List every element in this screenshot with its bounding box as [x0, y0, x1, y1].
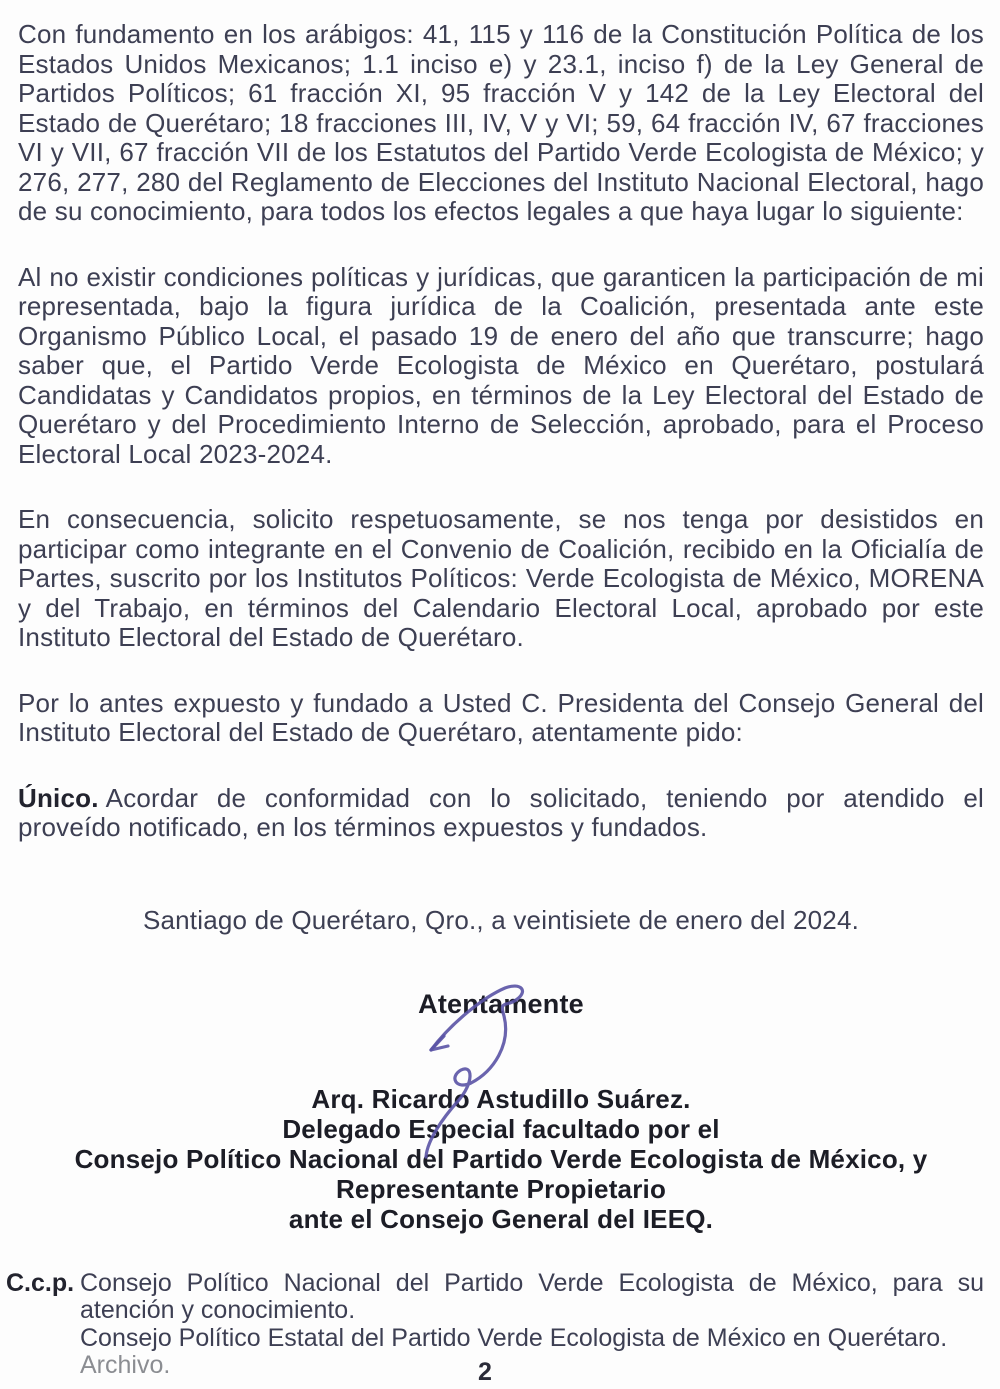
ccp-entry: Consejo Político Estatal del Partido Verde Ecologista de México en Querétaro. — [80, 1323, 948, 1352]
signatory-title-line-2: Consejo Político Nacional del Partido Verde Ecologista de México, y — [74, 1143, 928, 1174]
signatory-title-line-3: Representante Propietario — [335, 1173, 667, 1204]
ccp-entry: Consejo Político Nacional del Partido Verde Ecologista de México, para su atención y conocimiento. — [80, 1268, 984, 1324]
closing-atentamente: Atentamente — [418, 988, 584, 1019]
unico-text: Acordar de conformidad con lo solicitado, teniendo por atendido el proveído notificado, en los términos expuestos y fundados. — [18, 782, 984, 842]
paragraph-coalition-withdrawal-request: En consecuencia, solicito respetuosamente, se nos tenga por desistidos en participar como integrante en el Convenio de Coalición, recibido en la Oficialía de Partes, suscrito por los Institutos Políticos: Verde Ecologista de México, MORENA y del Trabajo, en términos del Calendario Electoral Local, aprobado por este Instituto Electoral del Estado de Querétaro. — [18, 504, 984, 652]
ccp-entry-archivo: Archivo. — [80, 1351, 171, 1379]
paragraph-unico — [18, 784, 984, 843]
unico-label: Único. — [18, 782, 99, 813]
signatory-title-line-1: Delegado Especial facultado por el — [282, 1113, 720, 1144]
signature-block — [18, 1084, 984, 1234]
paragraph-petition-intro: Por lo antes expuesto y fundado a Usted C. Presidenta del Consejo General del Instituto Electoral del Estado de Querétaro, atentamente pido: — [18, 687, 984, 747]
ccp-label: C.c.p. — [6, 1268, 75, 1297]
paragraph-legal-basis: Con fundamento en los arábigos: 41, 115 y 116 de la Constitución Política de los Estados Unidos Mexicanos; 1.1 inciso e) y 23.1, inciso f) de la Ley General de Partidos Políticos; 61 fracción XI, 95 fracción V y 142 de la Ley Electoral del Estado de Querétaro; 18 fracciones III, IV, V y VI; 59, 64 fracción IV, 67 fracciones VI y VII, 67 fracción VII de los Estatutos del Partido Verde Ecologista de México; y 276, 277, 280 del Reglamento de Elecciones del Instituto Nacional Electoral, hago de su conocimiento, para todos los efectos legales a que haya lugar lo siguiente: — [18, 19, 984, 226]
signature-arrowhead — [431, 1036, 448, 1050]
page-number: 2 — [478, 1358, 492, 1386]
paragraph-own-candidates-notice: Al no existir condiciones políticas y jurídicas, que garanticen la participación de mi representada, bajo la figura jurídica de la Coalición, presentada ante este Organismo Público Local, el pasado 19 de enero del año que transcurre; hago saber que, el Partido Verde Ecologista de México en Querétaro, postulará Candidatas y Candidatos propios, en términos de la Ley Electoral del Estado de Querétaro y del Procedimiento Interno de Selección, aprobado, para el Proceso Electoral Local 2023-2024. — [18, 261, 984, 469]
date-line: Santiago de Querétaro, Qro., a veintisiete de enero del 2024. — [142, 904, 860, 935]
signatory-title-line-4: ante el Consejo General del IEEQ. — [288, 1203, 714, 1234]
signatory-name: Arq. Ricardo Astudillo Suárez. — [311, 1083, 691, 1114]
